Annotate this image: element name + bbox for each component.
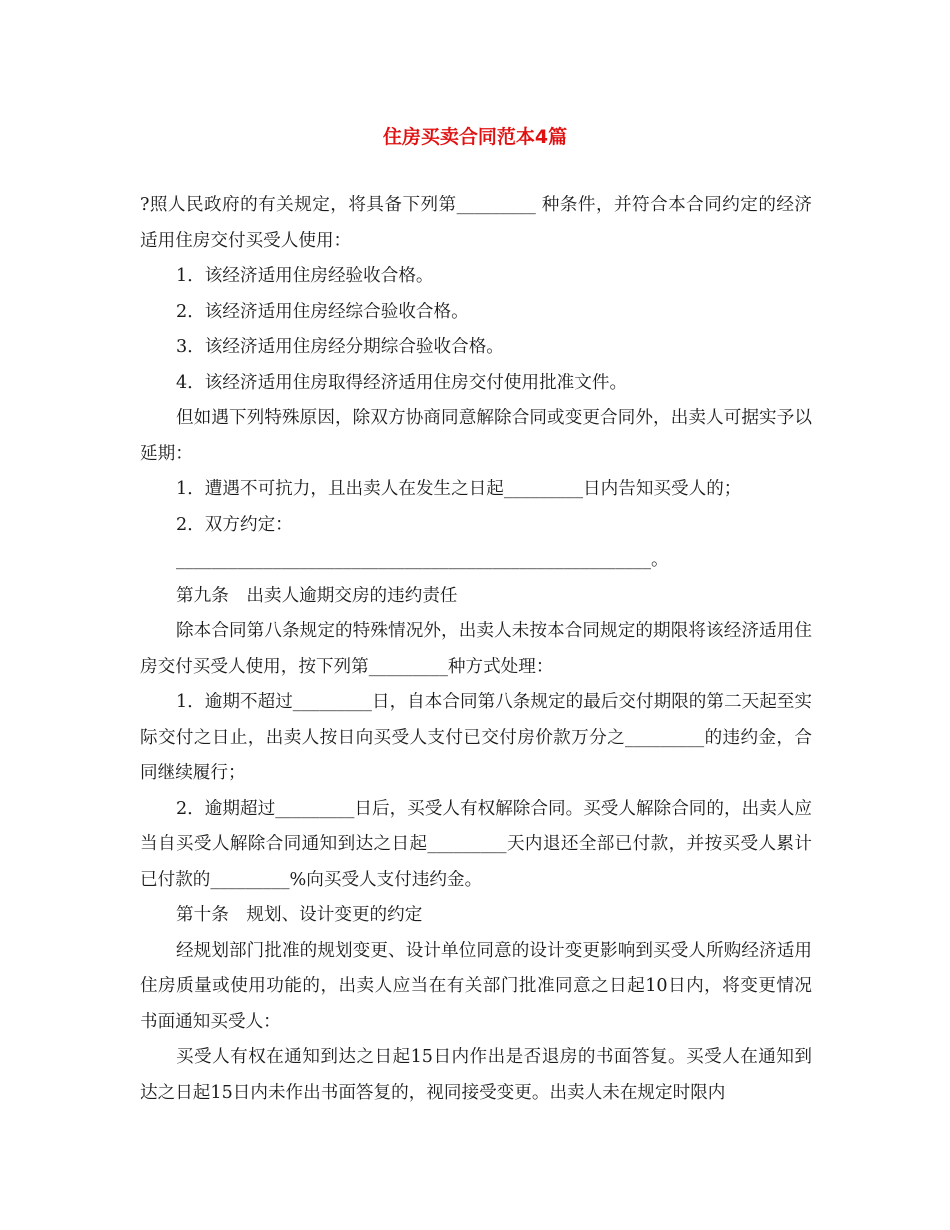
list-item-mutual-agreement: 2．双方约定： (176, 514, 293, 535)
article-heading-9: 第九条 出卖人逾期交房的违约责任 (176, 585, 458, 606)
paragraph-buyer-rights: 买受人有权在通知到达之日起15日内作出是否退房的书面答复。买受人在通知到达之日起15日内未作出书面答复的，视同接受变更。出卖人未在规定时限内 (140, 1047, 812, 1103)
list-item-condition-2: 2．该经济适用住房经综合验收合格。 (176, 301, 469, 322)
paragraph-design-change: 经规划部门批准的规划变更、设计单位同意的设计变更影响到买受人所购经济适用住房质量或使用功能的，出卖人应当在有关部门批准同意之日起10日内，将变更情况书面通知买受人： (140, 940, 812, 1032)
list-item-force-majeure: 1．遭遇不可抗力，且出卖人在发生之日起_________日内告知买受人的； (176, 479, 742, 499)
document-title: 住房买卖合同范本4篇 (382, 126, 568, 148)
paragraph-delay-exceptions: 但如遇下列特殊原因，除双方协商同意解除合同或变更合同外，出卖人可据实予以延期： (140, 408, 812, 464)
list-item-late-delivery-1: 1．逾期不超过_________日，自本合同第八条规定的最后交付期限的第二天起至实际交付之日止，出卖人按日向买受人支付已交付房价款万分之_________的违约金，合同继续履行； (140, 692, 812, 783)
article-heading-10: 第十条 规划、设计变更的约定 (176, 905, 423, 925)
blank-fill-line: ______________________________________________________。 (176, 550, 669, 570)
paragraph-late-delivery: 除本合同第八条规定的特殊情况外，出卖人未按本合同规定的期限将该经济适用住房交付买受人使用，按下列第_________种方式处理： (140, 621, 812, 677)
list-item-condition-4: 4．该经济适用住房取得经济适用住房交付使用批准文件。 (176, 372, 628, 393)
list-item-condition-1: 1．该经济适用住房经验收合格。 (176, 266, 434, 286)
paragraph-conditions-intro: ?照人民政府的有关规定，将具备下列第_________ 种条件，并符合本合同约定的经济适用住房交付买受人使用： (140, 195, 812, 251)
document-body (140, 188, 812, 1111)
list-item-late-delivery-2: 2．逾期超过_________日后，买受人有权解除合同。买受人解除合同的，出卖人应当自买受人解除合同通知到达之日起_________天内退还全部已付款，并按买受人累计已付款的_________%向买受人支付违约金。 (140, 798, 812, 890)
list-item-condition-3: 3．该经济适用住房经分期综合验收合格。 (176, 337, 504, 357)
